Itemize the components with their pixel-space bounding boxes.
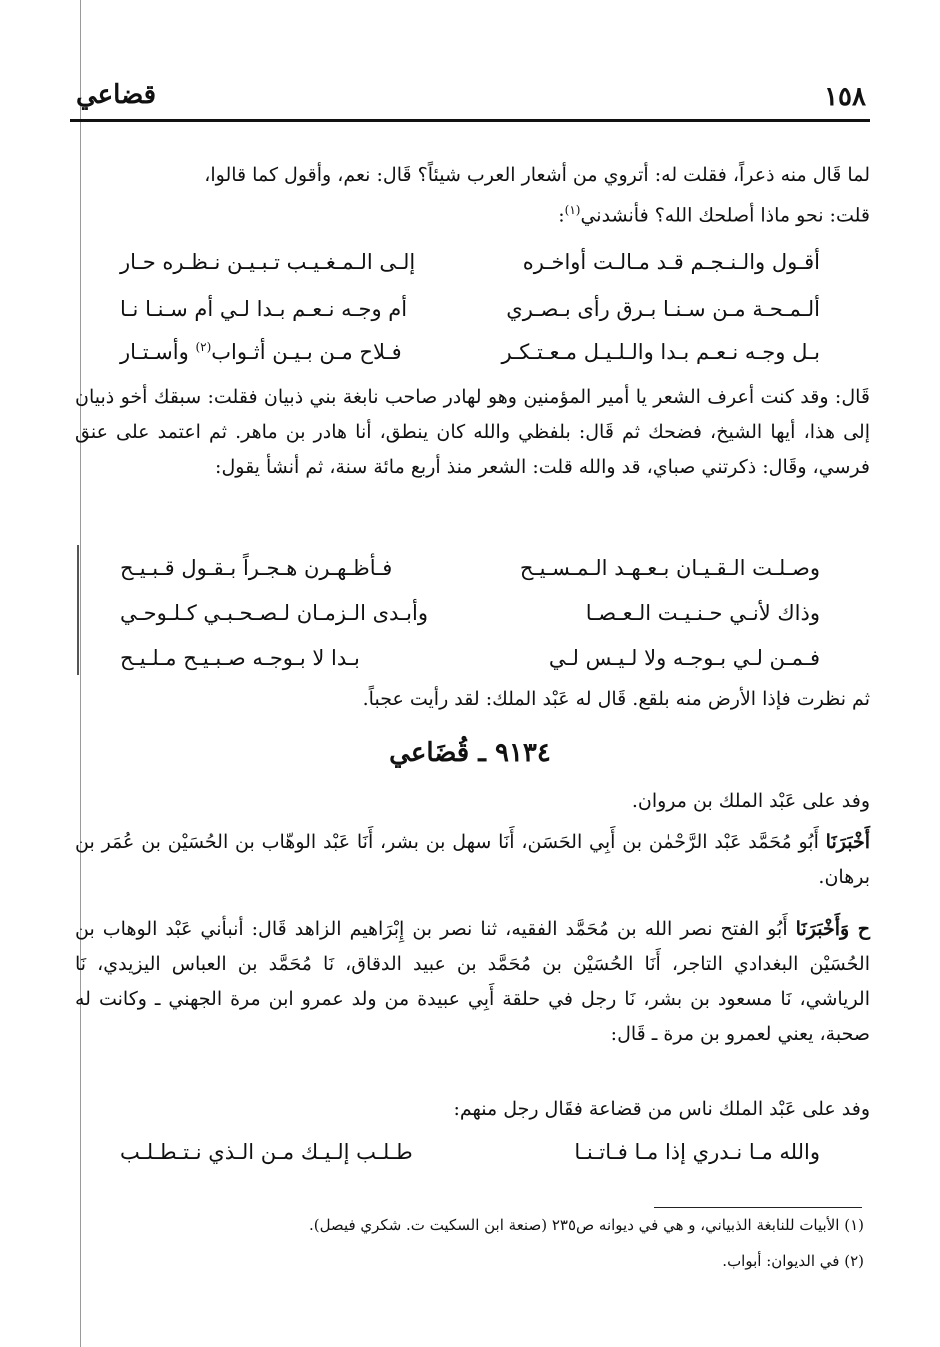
intro-line-2-end: : [558,204,565,227]
intro-line-1: لما قَال منه ذعراً، فقلت له: أتروي من أشعار العرب شيئاً؟ قَال: نعم، وأقول كما قالوا، [204,164,870,186]
narrative-paragraph-3: وفد على عَبْد الملك ناس من قضاعة فقَال رجل منهم: [453,1098,870,1120]
footnote-1 [80,1216,864,1234]
footnote-mark: (٢) [844,1252,864,1270]
page-header [70,78,870,124]
section-dash: ـ [469,738,495,768]
isnad-paragraph-2 [75,912,870,1052]
poem3-verse-1 [120,1140,820,1186]
hemistich-part: وأسـتـار [120,340,196,364]
footnote-mark: (١) [844,1216,864,1234]
section-name: قُضَاعي [389,738,470,768]
footnote-ref-1: (١) [564,203,581,217]
isnad-lead: أَخْبَرَنَا [825,831,870,853]
footnote-2 [80,1252,864,1270]
footnote-rule [654,1207,862,1208]
page-number: ١٥٨ [824,82,866,112]
poem2-verse-1 [120,556,820,602]
poem1-verse-2 [120,297,820,343]
verse-second-hemistich: وأبـدى الـزمـان لـصـحـبـي كـلـوحـي [120,601,429,625]
poem2-verse-2 [120,601,820,647]
intro-line-2: قلت: نحو ماذا أصلحك الله؟ فأنشدني [580,204,870,227]
poem1-verse-1 [120,250,820,296]
running-title: قضاعي [76,80,157,110]
verse-second-hemistich: بـدا لا بـوجـه صـبـيـح مـلـيـح [120,646,360,670]
isnad-text: أَبُو مُحَمَّد عَبْد الرَّحْمٰن بن أَبِي الحَسَن، أَنَا سهل بن بشر، أَنَا عَبْد الوهّاب بن الحُسَيْن بن عُمَر بن برهان. [75,831,870,888]
isnad-text: أَبُو الفتح نصر الله بن مُحَمَّد الفقيه، ثنا نصر بن إِبْرَاهيم الزاهد قَال: أنبأني عَبْد الوهاب بن الحُسَيْن البغدادي التاجر، أَنَا الحُسَيْن بن مُحَمَّد بن عبيد الدقاق، نَا مُحَمَّد بن العباس اليزيدي، نَا الرياشي، نَا مسعود بن بشر، نَا رجل في حلقة أَبِي عبيدة من ولد عمرو ابن مرة الجهني ـ وكانت له صحبة، يعني لعمرو بن مرة ـ قَال: [75,918,870,1045]
verse-first-hemistich: بـل وجـه نـعـم بـدا والـلـيـل مـعـتـكـر [501,340,820,364]
section-intro: وفد على عَبْد الملك بن مروان. [631,790,870,812]
footnote-text: الأبيات للنابغة الذبياني، و هي في ديوانه ص٢٣٥ (صنعة ابن السكيت ت. شكري فيصل). [308,1216,840,1234]
verse-second-hemistich: أم وجـه نـعـم بـدا لـي أم سـنـا نـا [120,297,408,321]
verse-second-hemistich [120,340,402,364]
isnad-lead: ح وَأَخْبَرَنَا [795,918,871,940]
verse-second-hemistich: طـلـب إلـيـك مـن الـذي نـتـطـلـب [120,1140,413,1164]
narrative-paragraph-1: قَال: وقد كنت أعرف الشعر يا أمير المؤمنين وهو لهادر صاحب نابغة بني ذبيان فقلت: سبقك أخو ذبيان إلى هذا، أيها الشيخ، فضحك ثم قَال: بلفظي والله كان ينطق، أنا هادر بن ماهر. ثم اعتمد على عنق فرسي، وقَال: ذكرتني صباي، قد والله قلت: الشعر منذ أربع مائة سنة، ثم أنشأ يقول: [75,386,870,478]
header-rule [70,119,870,122]
isnad-paragraph-1 [75,825,870,895]
margin-bar [77,545,79,675]
hemistich-part: فـلاح مـن بـيـن أثـواب [211,340,402,364]
verse-first-hemistich: فـمـن لـي بـوجـه ولا لـيـس لـي [548,646,820,670]
section-heading [0,738,940,768]
verse-second-hemistich: إلـى الـمـغـيـب تـبـيـن نـظـره حـار [120,250,416,274]
verse-first-hemistich: وصـلـت الـقـيـان بـعـهـد الـمـسـيـح [519,556,820,580]
narrative-paragraph-1-end: ثم نظرت فإذا الأرض منه بلقع. قَال له عَبْد الملك: لقد رأيت عجباً. [362,688,870,710]
footnote-text: في الديوان: أبواب. [722,1252,840,1270]
verse-second-hemistich: فـأظـهـرن هـجـراً بـقـول قـبـيـح [120,556,393,580]
verse-first-hemistich: ألـمـحـة مـن سـنـا بـرق رأى بـصـري [506,297,820,321]
verse-first-hemistich: والله مـا نـدري إذا مـا فـاتـنـا [574,1140,820,1164]
verse-first-hemistich: أقـول والـنـجـم قـد مـالـت أواخـره [522,250,820,274]
intro-paragraph [75,158,870,233]
footnote-ref-2: (٢) [195,340,212,354]
verse-first-hemistich: وذاك لأنـي حـنـيـت الـعـصـا [585,601,820,625]
section-number: ٩١٣٤ [494,738,551,768]
